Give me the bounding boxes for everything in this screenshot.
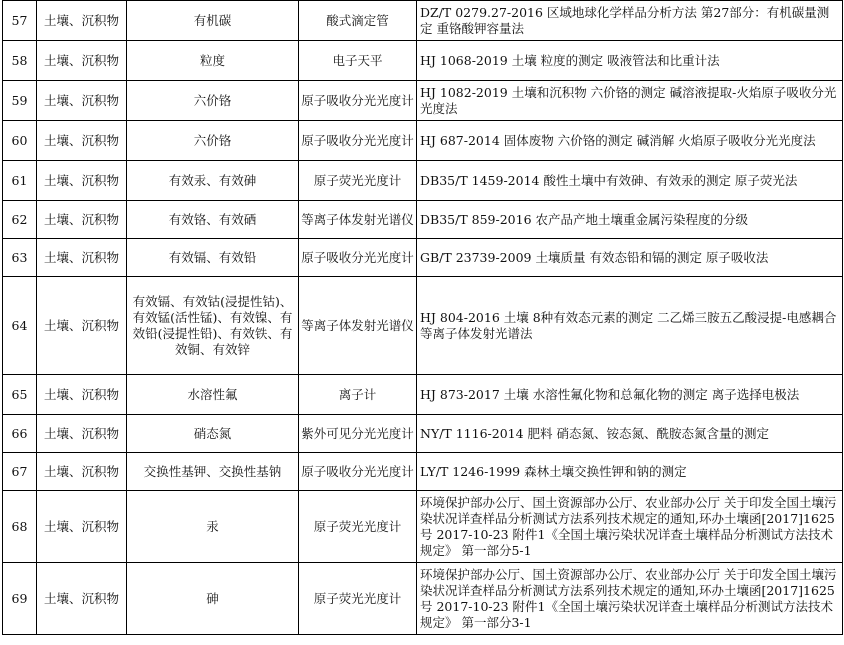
matrix-cell: 土壤、沉积物 [37,161,127,201]
instrument-cell: 原子吸收分光光度计 [299,239,417,277]
table-row [3,415,843,453]
analyte-cell: 六价铬 [127,81,299,121]
table-row [3,1,843,41]
instrument-cell: 离子计 [299,375,417,415]
analyte-cell: 粒度 [127,41,299,81]
matrix-cell: 土壤、沉积物 [37,491,127,563]
instrument-cell: 等离子体发射光谱仪 [299,277,417,375]
analyte-cell: 交换性基钾、交换性基钠 [127,453,299,491]
analyte-cell: 水溶性氟 [127,375,299,415]
matrix-cell: 土壤、沉积物 [37,239,127,277]
standard-method-cell: 环境保护部办公厅、国土资源部办公厅、农业部办公厅 关于印发全国土壤污染状况详查样品分析测试方法系列技术规定的通知,环办土壤函[2017]1625号 2017-10-23 附件1《全国土壤污染状况详查土壤样品分析测试方法技术规定》 第一部分5-1 [417,491,843,563]
matrix-cell: 土壤、沉积物 [37,375,127,415]
standard-method-cell: 环境保护部办公厅、国土资源部办公厅、农业部办公厅 关于印发全国土壤污染状况详查样品分析测试方法系列技术规定的通知,环办土壤函[2017]1625号 2017-10-23 附件1《全国土壤污染状况详查土壤样品分析测试方法技术规定》 第一部分3-1 [417,563,843,635]
standard-method-cell: HJ 687-2014 固体废物 六价铬的测定 碱消解 火焰原子吸收分光光度法 [417,121,843,161]
analyte-cell: 有效铬、有效硒 [127,201,299,239]
matrix-cell: 土壤、沉积物 [37,121,127,161]
row-number-cell: 68 [3,491,37,563]
analyte-cell: 砷 [127,563,299,635]
instrument-cell: 酸式滴定管 [299,1,417,41]
standard-method-cell: DZ/T 0279.27-2016 区域地球化学样品分析方法 第27部分：有机碳量测定 重铬酸钾容量法 [417,1,843,41]
row-number-cell: 66 [3,415,37,453]
instrument-cell: 原子荧光光度计 [299,161,417,201]
row-number-cell: 63 [3,239,37,277]
standard-method-cell: DB35/T 1459-2014 酸性土壤中有效砷、有效汞的测定 原子荧光法 [417,161,843,201]
standard-method-cell: LY/T 1246-1999 森林土壤交换性钾和钠的测定 [417,453,843,491]
table-body [3,1,843,635]
matrix-cell: 土壤、沉积物 [37,563,127,635]
instrument-cell: 原子吸收分光光度计 [299,453,417,491]
table-row [3,121,843,161]
table-row [3,453,843,491]
table-row [3,491,843,563]
matrix-cell: 土壤、沉积物 [37,81,127,121]
row-number-cell: 65 [3,375,37,415]
row-number-cell: 64 [3,277,37,375]
row-number-cell: 58 [3,41,37,81]
table-row [3,375,843,415]
table-row [3,277,843,375]
matrix-cell: 土壤、沉积物 [37,277,127,375]
row-number-cell: 59 [3,81,37,121]
table-row [3,563,843,635]
standard-method-cell: DB35/T 859-2016 农产品产地土壤重金属污染程度的分级 [417,201,843,239]
analyte-cell: 有效镉、有效钴(浸提性钴)、有效锰(活性锰)、有效镍、有效铅(浸提性铅)、有效铁、有效铜、有效锌 [127,277,299,375]
standard-method-cell: HJ 804-2016 土壤 8种有效态元素的测定 二乙烯三胺五乙酸浸提-电感耦合等离子体发射光谱法 [417,277,843,375]
instrument-cell: 原子荧光光度计 [299,491,417,563]
table-row [3,161,843,201]
instrument-cell: 原子吸收分光光度计 [299,81,417,121]
matrix-cell: 土壤、沉积物 [37,1,127,41]
table-row [3,239,843,277]
instrument-cell: 电子天平 [299,41,417,81]
standard-method-cell: HJ 873-2017 土壤 水溶性氟化物和总氟化物的测定 离子选择电极法 [417,375,843,415]
analyte-cell: 六价铬 [127,121,299,161]
standard-method-cell: HJ 1082-2019 土壤和沉积物 六价铬的测定 碱溶液提取-火焰原子吸收分光光度法 [417,81,843,121]
analyte-cell: 汞 [127,491,299,563]
row-number-cell: 62 [3,201,37,239]
analyte-cell: 有效镉、有效铅 [127,239,299,277]
analyte-cell: 有机碳 [127,1,299,41]
instrument-cell: 等离子体发射光谱仪 [299,201,417,239]
matrix-cell: 土壤、沉积物 [37,201,127,239]
matrix-cell: 土壤、沉积物 [37,41,127,81]
table-row [3,201,843,239]
method-table [2,0,843,635]
row-number-cell: 57 [3,1,37,41]
analyte-cell: 硝态氮 [127,415,299,453]
instrument-cell: 原子荧光光度计 [299,563,417,635]
matrix-cell: 土壤、沉积物 [37,453,127,491]
standard-method-cell: NY/T 1116-2014 肥料 硝态氮、铵态氮、酰胺态氮含量的测定 [417,415,843,453]
table-row [3,81,843,121]
row-number-cell: 60 [3,121,37,161]
standard-method-cell: HJ 1068-2019 土壤 粒度的测定 吸液管法和比重计法 [417,41,843,81]
row-number-cell: 69 [3,563,37,635]
standard-method-cell: GB/T 23739-2009 土壤质量 有效态铅和镉的测定 原子吸收法 [417,239,843,277]
matrix-cell: 土壤、沉积物 [37,415,127,453]
row-number-cell: 67 [3,453,37,491]
row-number-cell: 61 [3,161,37,201]
analyte-cell: 有效汞、有效砷 [127,161,299,201]
table-row [3,41,843,81]
instrument-cell: 紫外可见分光光度计 [299,415,417,453]
instrument-cell: 原子吸收分光光度计 [299,121,417,161]
